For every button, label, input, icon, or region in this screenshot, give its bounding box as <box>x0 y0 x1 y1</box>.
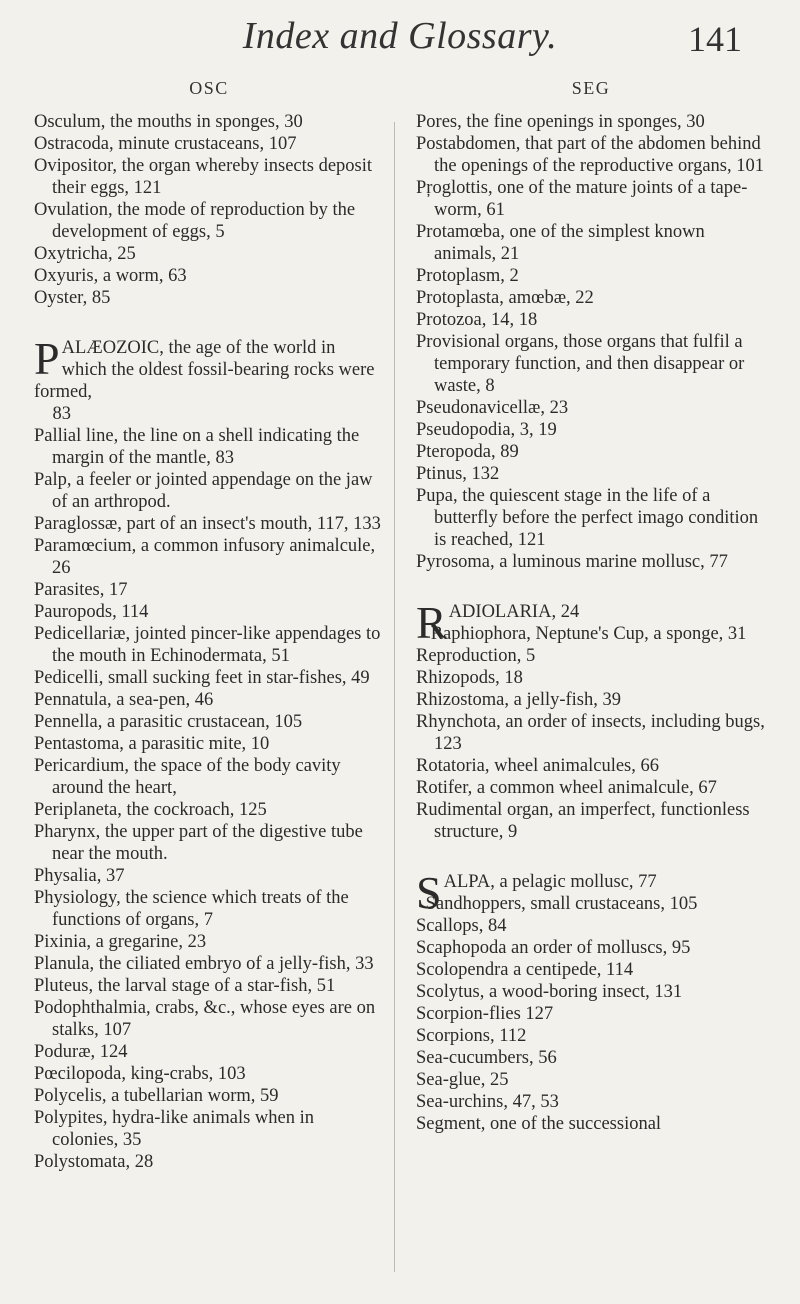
index-entry: Protozoa, 14, 18 <box>416 310 538 330</box>
index-entry: Rotatoria, wheel animalcules, 66 <box>416 756 659 776</box>
index-entry: Paraglossæ, part of an insect's mouth, 117, 133 <box>34 514 381 534</box>
index-entry: Osculum, the mouths in sponges, 30 <box>34 112 303 132</box>
index-entry: Physalia, 37 <box>34 866 125 886</box>
index-entry: Pŗoglottis, one of the mature joints of a tape-worm, 61 <box>416 178 748 220</box>
index-entry: Scolytus, a wood-boring insect, 131 <box>416 982 683 1002</box>
column-divider <box>394 122 395 1272</box>
index-entry: Pseudopodia, 3, 19 <box>416 420 557 440</box>
index-entry: Protamœba, one of the simplest known animals, 21 <box>416 222 705 264</box>
section-first-text: ALÆOZOIC, the age of the world in which the oldest fossil-bearing rocks were formed, <box>34 338 375 402</box>
index-entry: Pallial line, the line on a shell indicating the margin of the mantle, 83 <box>34 426 360 468</box>
index-entry: Pericardium, the space of the body cavity around the heart, <box>34 756 341 798</box>
index-entry: Sandhoppers, small crustaceans, 105 <box>425 894 698 914</box>
index-entry: Scorpions, 112 <box>416 1026 527 1046</box>
index-entry: Pennatula, a sea-pen, 46 <box>34 690 214 710</box>
index-entry: Scolopendra a centipede, 114 <box>416 960 634 980</box>
index-entry: Pupa, the quiescent stage in the life of a butterfly before the perfect imago condition is reached, 121 <box>416 486 759 550</box>
right-column-heading: SEG <box>571 78 611 98</box>
index-entry: Reproduction, 5 <box>416 646 536 666</box>
dropcap-letter: R <box>416 597 447 648</box>
index-entry: Poduræ, 124 <box>34 1042 128 1062</box>
section-s <box>416 867 766 1135</box>
index-entry: Pedicellariæ, jointed pincer-like appendages to the mouth in Echinodermata, 51 <box>34 624 381 666</box>
index-entry: Polycelis, a tubellarian worm, 59 <box>34 1086 279 1106</box>
index-entry: Rudimental organ, an imperfect, functionless structure, 9 <box>416 800 750 842</box>
index-entry: Ovipositor, the organ whereby insects deposit their eggs, 121 <box>34 156 373 198</box>
index-entry: Polypites, hydra-like animals when in colonies, 35 <box>34 1108 315 1150</box>
index-entry: Polystomata, 28 <box>34 1152 154 1172</box>
index-entry: Oyster, 85 <box>34 288 111 308</box>
left-column <box>34 78 384 1173</box>
index-entry: Pores, the fine openings in sponges, 30 <box>416 112 705 132</box>
index-entry: Sea-urchins, 47, 53 <box>416 1092 559 1112</box>
index-entry: Paramœcium, a common infusory animalcule, 26 <box>34 536 376 578</box>
index-entry: Physiology, the science which treats of the functions of organs, 7 <box>34 888 349 930</box>
section-first-text: ADIOLARIA, 24 <box>448 602 580 622</box>
index-entry: Sea-cucumbers, 56 <box>416 1048 557 1068</box>
index-entry: Ostracoda, minute crustaceans, 107 <box>34 134 297 154</box>
index-entry: Rhizopods, 18 <box>416 668 523 688</box>
index-entry: Postabdomen, that part of the abdomen behind the openings of the reproductive organs, 101 <box>416 134 765 176</box>
section-first-entry: PALÆOZOIC, the age of the world in which the oldest fossil-bearing rocks were formed, 83 <box>34 333 375 424</box>
index-entry: Pedicelli, small sucking feet in star-fishes, 49 <box>34 668 370 688</box>
index-entry: Scallops, 84 <box>416 916 507 936</box>
index-entry: Pluteus, the larval stage of a star-fish, 51 <box>34 976 336 996</box>
index-entry: Rhizostoma, a jelly-fish, 39 <box>416 690 622 710</box>
index-entry: Protoplasm, 2 <box>416 266 519 286</box>
index-entry: Raphiophora, Neptune's Cup, a sponge, 31 <box>430 624 747 644</box>
index-entry: Podophthalmia, crabs, &c., whose eyes are on stalks, 107 <box>34 998 376 1040</box>
index-entry: Pentastoma, a parasitic mite, 10 <box>34 734 270 754</box>
index-entry: Rhynchota, an order of insects, including bugs, 123 <box>416 712 765 754</box>
index-entry: Planula, the ciliated embryo of a jelly-fish, 33 <box>34 954 374 974</box>
section-p <box>34 333 384 1173</box>
index-entry: Segment, one of the successional <box>416 1114 662 1134</box>
index-entry: Sea-glue, 25 <box>416 1070 509 1090</box>
index-entry: Oxytricha, 25 <box>34 244 136 264</box>
section-r <box>416 597 766 843</box>
index-entry: Ovulation, the mode of reproduction by the development of eggs, 5 <box>34 200 356 242</box>
left-column-heading: OSC <box>189 78 229 98</box>
index-entry: Pauropods, 114 <box>34 602 149 622</box>
index-entry: Pœcilopoda, king-crabs, 103 <box>34 1064 246 1084</box>
index-entry: Scorpion-flies 127 <box>416 1004 554 1024</box>
running-title: Index and Glossary. <box>242 15 558 57</box>
index-entry: Pseudonavicellæ, 23 <box>416 398 569 418</box>
index-entry: Palp, a feeler or jointed appendage on the jaw of an arthropod. <box>34 470 373 512</box>
page-number: 141 <box>688 19 742 59</box>
index-entry: Scaphopoda an order of molluscs, 95 <box>416 938 691 958</box>
dropcap-letter: S <box>416 867 442 918</box>
right-column <box>416 78 766 1135</box>
index-entry: Protoplasta, amœbæ, 22 <box>416 288 594 308</box>
index-entry: Pixinia, a gregarine, 23 <box>34 932 207 952</box>
index-entry: Periplaneta, the cockroach, 125 <box>34 800 267 820</box>
dropcap-letter: P <box>34 333 60 384</box>
index-entry: Provisional organs, those organs that fulfil a temporary function, and then disappear or waste, 8 <box>416 332 745 396</box>
left-entries-top <box>34 111 384 309</box>
section-first-text: ALPA, a pelagic mollusc, 77 <box>443 872 657 892</box>
index-entry: Pyrosoma, a luminous marine mollusc, 77 <box>416 552 728 572</box>
index-entry: Pharynx, the upper part of the digestive tube near the mouth. <box>34 822 363 864</box>
index-entry: Oxyuris, a worm, 63 <box>34 266 187 286</box>
index-entry: Parasites, 17 <box>34 580 128 600</box>
index-entry: Pennella, a parasitic crustacean, 105 <box>34 712 303 732</box>
right-entries-top <box>416 111 766 573</box>
index-entry: Rotifer, a common wheel animalcule, 67 <box>416 778 717 798</box>
index-entry: Pteropoda, 89 <box>416 442 519 462</box>
index-entry: Ptinus, 132 <box>416 464 500 484</box>
